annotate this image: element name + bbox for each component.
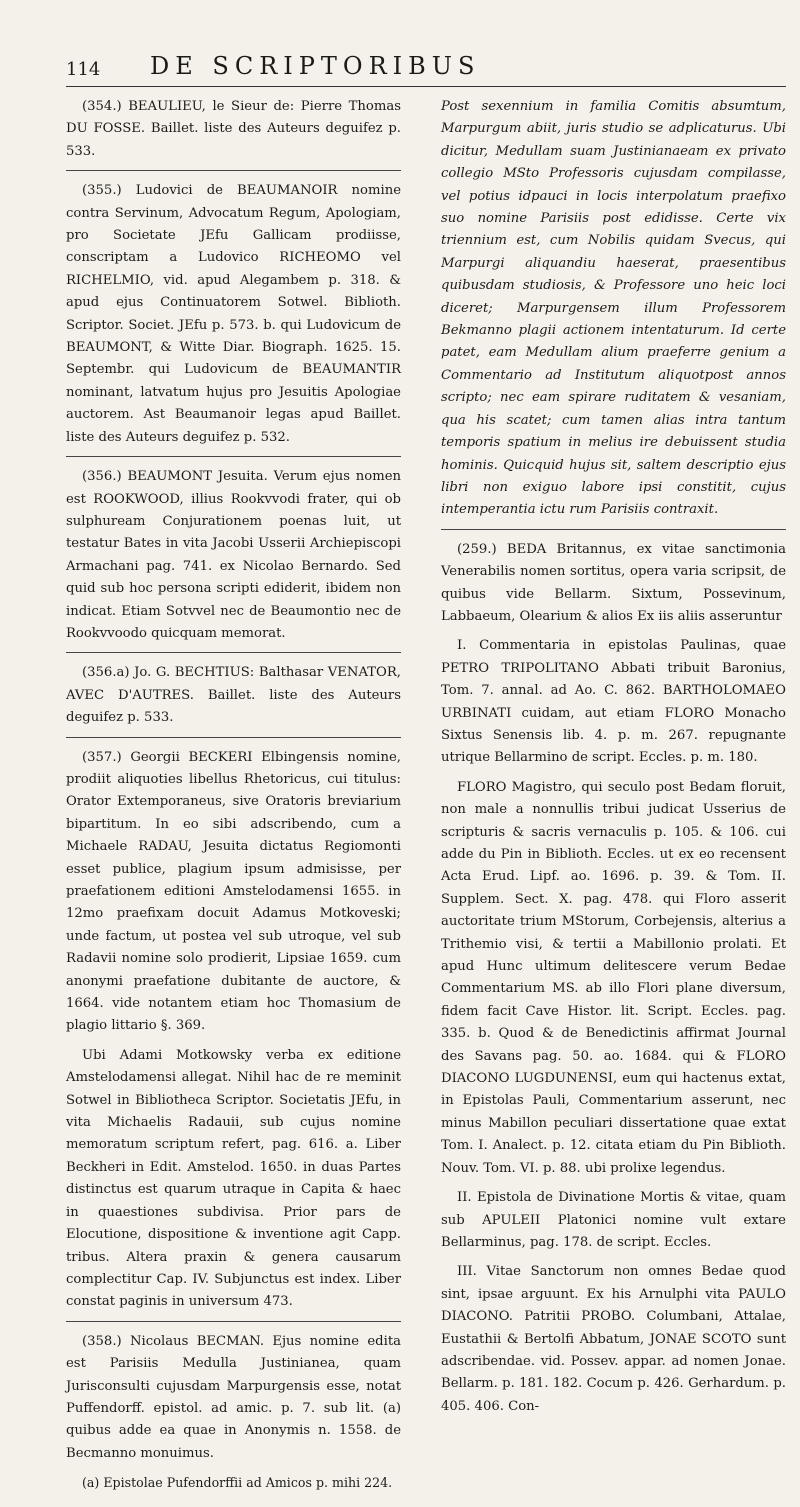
entry-divider (441, 529, 786, 530)
page-number: 114 (66, 59, 101, 80)
entry-divider (66, 456, 401, 457)
entry-divider (66, 652, 401, 653)
footnote-continuation: Post sexennium in familia Comitis absumtum, Marpurgum abiit, juris studio se adplicaturus. Ubi dicitur, Medullam suam Justinianaeam ex privato collegio MSto Professoris cujusdam compilasse, vel potius idpauci in locis interpolatum praefixo suo nomine Parisiis post edidisse. Certe vix triennium est, cum Nobilis quidam Svecus, qui Marpurgi aliquandiu haeserat, praesentibus quibusdam studiosis, & Professore uno heic loci diceret; Marpurgensem illum Professorem Bekmanno plagii actionem intentaturum. Id certe patet, eam Medullam alium praeferre genium a Commentario ad Institutum aliquotpost annos scripto; nec eam spirare ruditatem & vesaniam, qua his scatet; cum tamen alias intra tantum temporis spatium in melius ire debuissent studia hominis. Quicquid hujus sit, saltem descriptio ejus libri non exiguo labore ipsi constitit, cujus intemperantia ictu rum Parisiis contraxit. (441, 99, 786, 518)
right-column (441, 96, 786, 1425)
page-header (66, 36, 786, 80)
running-head: DE SCRIPTORIBUS (150, 52, 481, 80)
entry-358: (358.) Nicolaus BECMAN. Ejus nomine edita est Parisiis Medulla Justinianea, quam Jurisconsulti cujusdam Marpurgensis esse, notat Puffendorff. epistol. ad amic. p. 7. sub lit. (a) quibus adde ea quae in Anonymis n. 1558. de Becmanno monuimus. (66, 1333, 401, 1461)
entry-divider (66, 170, 401, 171)
item-ii: II. Epistola de Divinatione Mortis & vitae, quam sub APULEII Platonici nomine vult extare Bellarminus, pag. 178. de script. Eccles. (441, 1190, 786, 1250)
item-i: I. Commentaria in epistolas Paulinas, quae PETRO TRIPOLITANO Abbati tribuit Baronius, Tom. 7. annal. ad Ao. C. 862. BARTHOLOMAEO URBINATI cuidam, aut etiam FLORO Monacho Sixtus Senensis lib. 4. p. m. 267. repugnante utrique Bellarmino de script. Eccles. p. m. 180. (441, 638, 786, 766)
header-rule (66, 86, 786, 87)
footnote-a: (a) Epistolae Pufendorffii ad Amicos p. mihi 224. (82, 1475, 393, 1491)
entry-354: (354.) BEAULIEU, le Sieur de: Pierre Thomas DU FOSSE. Baillet. liste des Auteurs deguifez p. 533. (66, 99, 401, 159)
entry-356a: (356.a) Jo. G. BECHTIUS: Balthasar VENATOR, AVEC D'AUTRES. Baillet. liste des Auteurs deguifez p. 533. (66, 665, 401, 726)
entry-356: (356.) BEAUMONT Jesuita. Verum ejus nomen est ROOKWOOD, illius Rookvvodi frater, qui ob sulphuream Conjurationem poenas luit, ut testatur Bates in vita Jacobi Usserii Archiepiscopi Armachani pag. 741. ex Nicolao Bernardo. Sed quid sub hoc persona scripti ediderit, ibidem non indicat. Etiam Sotvvel nec de Beaumontio nec de Rookvvoodo quicquam memorat. (66, 469, 401, 641)
item-i-cont: FLORO Magistro, qui seculo post Bedam floruit, non male a nonnullis tribui judicat Usserius de scripturis & sacris vernaculis p. 105. & 106. cui adde du Pin in Biblioth. Eccles. ut ex eo recensent Acta Erud. Lipf. ao. 1696. p. 39. & Tom. II. Supplem. Sect. X. pag. 478. qui Floro asserit auctoritate trium MStorum, Corbejensis, alterius a Trithemio visi, & tertii a Mabillonio prolati. Et apud Hunc ultimum delitescere verum Bedae Commentarium MS. ab illo Flori plane diversum, fidem facit Cave Histor. lit. Script. Eccles. pag. 335. b. Quod & de Benedictinis affirmat Journal des Savans pag. 50. ao. 1684. qui & FLORO DIACONO LUGDUNENSI, eum qui hactenus extat, in Epistolas Pauli, Commentarium asserunt, nec minus Mabillon peculiari dissertatione quae extat Tom. I. Analect. p. 12. citata etiam du Pin Biblioth. Nouv. Tom. VI. p. 88. ubi prolixe legendus. (441, 779, 786, 1176)
left-column (66, 96, 401, 1507)
entry-357: (357.) Georgii BECKERI Elbingensis nomine, prodiit aliquoties libellus Rhetoricus, cui titulus: Orator Extemporaneus, sive Oratoris breviarium bipartitum. In eo sibi adscribendo, cum a Michaele RADAU, Jesuita dictatus Regiomonti esset publice, plagium ipsum admisisse, per praefationem editioni Amstelodamensi 1655. in 12mo praefixam docuit Adamus Motkoveski; unde factum, ut postea vel sub utroque, vel sub Radavii nomine solo prodierit, Lipsiae 1659. cum anonymi praefatione dubitante de auctore, & 1664. vide notantem etiam hoc Thomasium de plagio littario §. 369. (66, 749, 401, 1034)
item-iii: III. Vitae Sanctorum non omnes Bedae quod sint, ipsae arguunt. Ex his Arnulphi vita PAULO DIACONO. Patritii PROBO. Columbani, Attalae, Eustathii & Bertolfi Abbatum, JONAE SCOTO sunt adscribendae. vid. Possev. appar. ad nomen Jonae. Bellarm. p. 181. 182. Cocum p. 426. Gerhardum. p. 405. 406. Con- (441, 1264, 786, 1414)
entry-divider (66, 737, 401, 738)
entry-divider (66, 1321, 401, 1322)
entry-355: (355.) Ludovici de BEAUMANOIR nomine contra Servinum, Advocatum Regum, Apologiam, pro Societate JEfu Gallicam prodiisse, conscriptam a Ludovico RICHEOMO vel RICHELMIO, vid. apud Alegambem p. 318. & apud ejus Continuatorem Sotwel. Biblioth. Scriptor. Societ. JEfu p. 573. b. qui Ludovicum de BEAUMONT, & Witte Diar. Biograph. 1625. 15. Septembr. qui Ludovicum de BEAUMANTIR nominant, latvatum hujus pro Jesuitis Apologiae auctorem. Ast Beaumanoir legas apud Baillet. liste des Auteurs deguifez p. 532. (66, 183, 401, 445)
entry-357-cont: Ubi Adami Motkowsky verba ex editione Amstelodamensi allegat. Nihil hac de re meminit Sotwel in Bibliotheca Scriptor. Societatis JEfu, in vita Michaelis Radauii, sub cujus nomine memoratum scriptum refert, pag. 616. a. Liber Beckheri in Edit. Amstelod. 1650. in duas Partes distinctus est quarum utraque in Capita & haec in quaestiones subdivisa. Prior pars de Elocutione, dispositione & inventione agit Capp. tribus. Altera praxin & genera causarum complectitur Cap. IV. Subjunctus est index. Liber constat paginis in universum 473. (66, 1047, 401, 1310)
entry-259: (259.) BEDA Britannus, ex vitae sanctimonia Venerabilis nomen sortitus, opera varia scripsit, de quibus vide Bellarm. Sixtum, Possevinum, Labbaeum, Olearium & alios Ex iis aliis asseruntur (441, 541, 786, 624)
